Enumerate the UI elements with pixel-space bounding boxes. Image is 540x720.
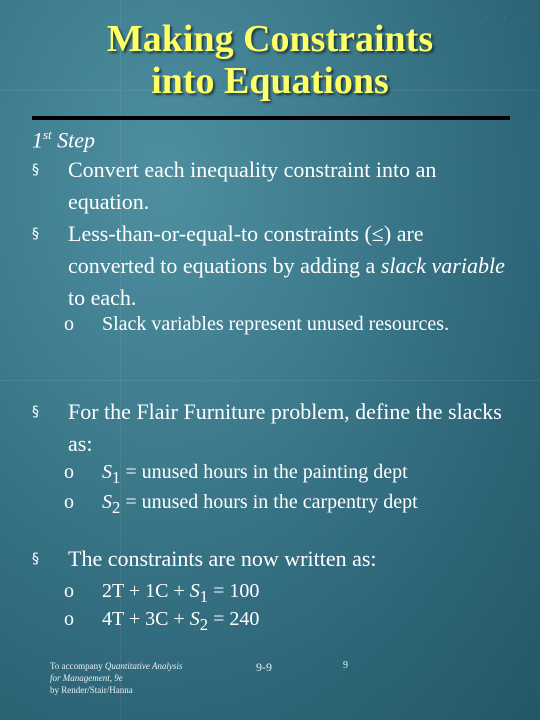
- sub-bullet-marker: o: [64, 313, 74, 335]
- variable-index: 1: [112, 468, 121, 487]
- sub-bullet-marker: o: [64, 491, 74, 513]
- title-line-1: Making Constraints: [106, 18, 434, 60]
- variable-index: 2: [199, 615, 209, 634]
- sub-bullet-marker: o: [64, 608, 74, 630]
- decorative-dots: · · ·: [485, 12, 530, 23]
- bullet-convert: [32, 154, 512, 218]
- slack-variable-term: slack variable: [380, 253, 505, 278]
- bullet-flair-slacks: [32, 396, 512, 460]
- sub-bullet-rest: = unused hours in the carpentry dept: [120, 491, 418, 513]
- slide-title: [0, 18, 540, 102]
- bullet-text: The constraints are now written as:: [68, 546, 377, 571]
- sub-bullet-slack-meaning: [64, 309, 484, 339]
- equation-part: = 240: [208, 608, 260, 630]
- sub-bullet-s2: [64, 487, 484, 523]
- sub-bullet-eq2: [64, 604, 484, 640]
- bullet-text: [68, 218, 512, 314]
- equation-part: 4T + 3C +: [102, 608, 190, 630]
- bullet-marker: §: [32, 226, 39, 242]
- footer-book-title: Quantitative Analysis: [104, 661, 183, 671]
- footer-line-2: [50, 672, 182, 684]
- bullet-slack-definition: [32, 218, 512, 314]
- step-ordinal: st: [43, 127, 52, 142]
- bullet-text: For the Flair Furniture problem, define the slacks as:: [68, 399, 502, 456]
- variable-s: S: [189, 608, 200, 630]
- footer-book-title: for Management, 9e: [50, 673, 123, 683]
- bullet-text: Convert each inequality constraint into an equation.: [68, 157, 437, 214]
- bullet-marker: §: [32, 404, 39, 420]
- variable-index: 1: [199, 587, 209, 606]
- footer-line-3: by Render/Stair/Hanna: [50, 685, 133, 695]
- variable-s: S: [189, 580, 200, 602]
- step-heading: [32, 121, 95, 154]
- footer-citation: [50, 660, 182, 696]
- equation-part: 2T + 1C +: [102, 580, 190, 602]
- bullet-text-part: Less-than-or-equal-to constraints (≤) are converted to equations by adding a: [68, 221, 424, 278]
- bullet-text-part: to each.: [68, 285, 137, 310]
- bullet-marker: §: [32, 551, 39, 567]
- footer-page-ref: 9-9: [256, 660, 272, 674]
- variable-index: 2: [112, 498, 121, 517]
- sub-bullet-rest: = unused hours in the painting dept: [120, 461, 408, 483]
- sub-bullet-marker: o: [64, 580, 74, 602]
- step-number: 1: [32, 127, 43, 153]
- equation-part: = 100: [208, 580, 260, 602]
- equation: [102, 604, 484, 640]
- sub-bullet-text: Slack variables represent unused resources.: [102, 313, 450, 335]
- sub-bullet-marker: o: [64, 461, 74, 483]
- footer-page-number: 9: [343, 660, 348, 671]
- background-stripe: [0, 380, 540, 381]
- sub-bullet-text: [102, 487, 484, 523]
- footer-text: To accompany: [50, 661, 105, 671]
- footer-line-1: [50, 660, 182, 672]
- bullet-marker: §: [32, 162, 39, 178]
- bullet-constraints: [32, 543, 512, 575]
- variable-s: S: [102, 491, 112, 513]
- title-divider: [32, 116, 510, 120]
- title-line-2: into Equations: [151, 60, 389, 102]
- step-label: Step: [51, 127, 96, 153]
- variable-s: S: [102, 461, 112, 483]
